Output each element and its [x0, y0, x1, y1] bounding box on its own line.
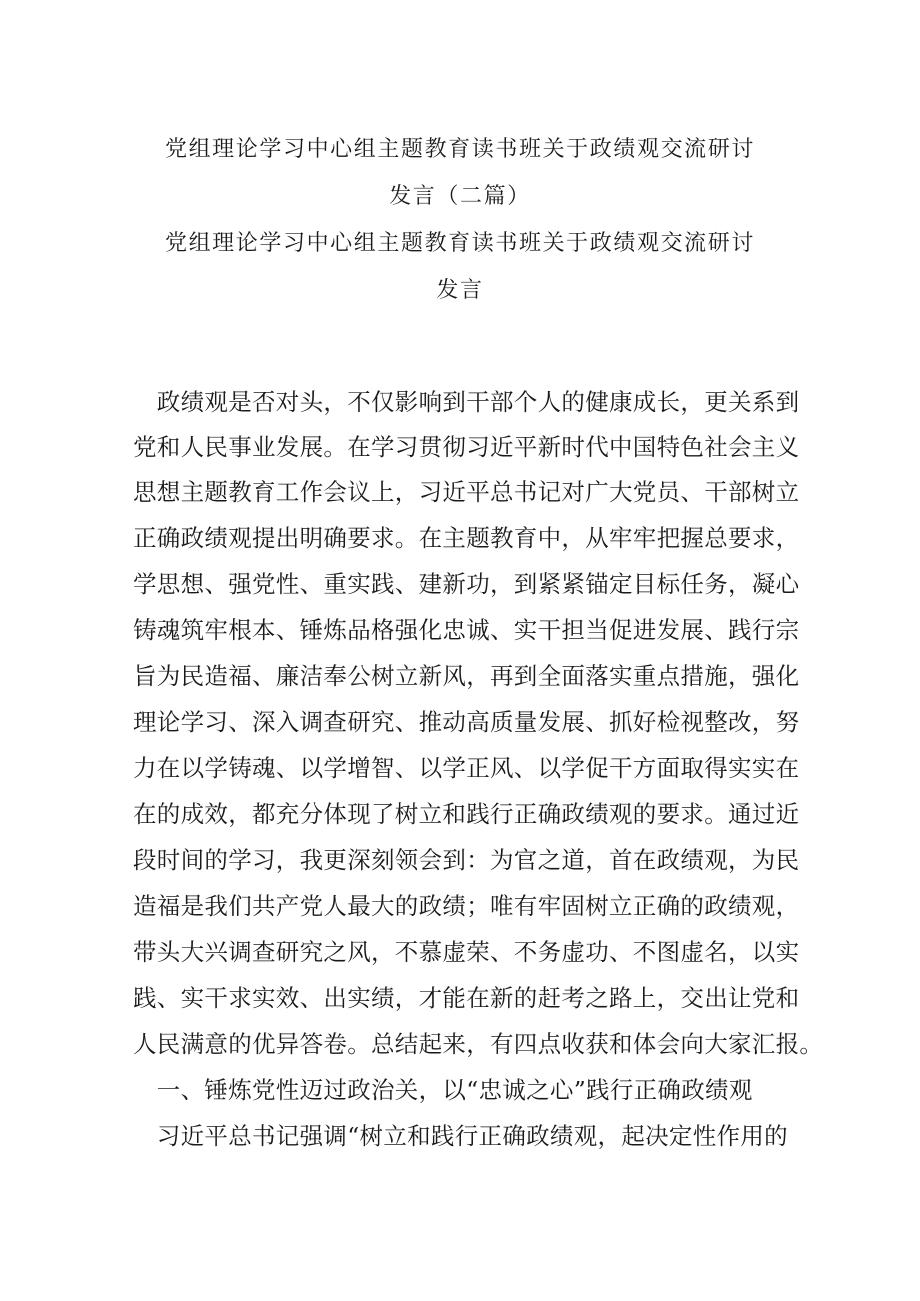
- body-text-line: 段时间的学习，我更深刻领会到：为官之道，首在政绩观，为民: [133, 846, 800, 874]
- title-line: 党组理论学习中心组主题教育读书班关于政绩观交流研讨: [164, 137, 755, 162]
- body-text-line: 旨为民造福、廉洁奉公树立新风，再到全面落实重点措施，强化: [133, 662, 800, 690]
- body-text-line: 理论学习、深入调查研究、推动高质量发展、抓好检视整改，努: [133, 708, 800, 736]
- body-text-line: 践、实干求实效、出实绩，才能在新的赶考之路上，交出让党和: [133, 984, 800, 1012]
- title-line: 发言（二篇）: [389, 184, 531, 209]
- body-text-line: 党和人民事业发展。在学习贯彻习近平新时代中国特色社会主义: [133, 433, 800, 461]
- title-line: 党组理论学习中心组主题教育读书班关于政绩观交流研讨: [164, 231, 755, 256]
- body-text-line: 学思想、强党性、重实践、建新功，到紧紧锚定目标任务，凝心: [133, 570, 800, 598]
- body-text-line: 铸魂筑牢根本、锤炼品格强化忠诚、实干担当促进发展、践行宗: [133, 616, 800, 644]
- body-text-line: 在的成效，都充分体现了树立和践行正确政绩观的要求。通过近: [133, 800, 800, 828]
- body-text-line: 习近平总书记强调“树立和践行正确政绩观，起决定性作用的: [133, 1122, 788, 1150]
- body-text-line: 正确政绩观提出明确要求。在主题教育中，从牢牢把握总要求，: [133, 524, 800, 552]
- title-line: 发言: [436, 278, 484, 303]
- body-text-line: 政绩观是否对头，不仅影响到干部个人的健康成长，更关系到: [133, 388, 800, 416]
- body-text-line: 人民满意的优异答卷。总结起来，有四点收获和体会向大家汇报。: [133, 1030, 824, 1058]
- body-text-line: 带头大兴调查研究之风，不慕虚荣、不务虚功、不图虚名，以实: [133, 938, 800, 966]
- section-heading: 一、锤炼党性迈过政治关，以“忠诚之心”践行正确政绩观: [133, 1076, 753, 1104]
- body-text-line: 力在以学铸魂、以学增智、以学正风、以学促干方面取得实实在: [133, 754, 800, 782]
- body-text-line: 造福是我们共产党人最大的政绩；唯有牢固树立正确的政绩观，: [133, 892, 800, 920]
- body-text-line: 思想主题教育工作会议上，习近平总书记对广大党员、干部树立: [133, 478, 800, 506]
